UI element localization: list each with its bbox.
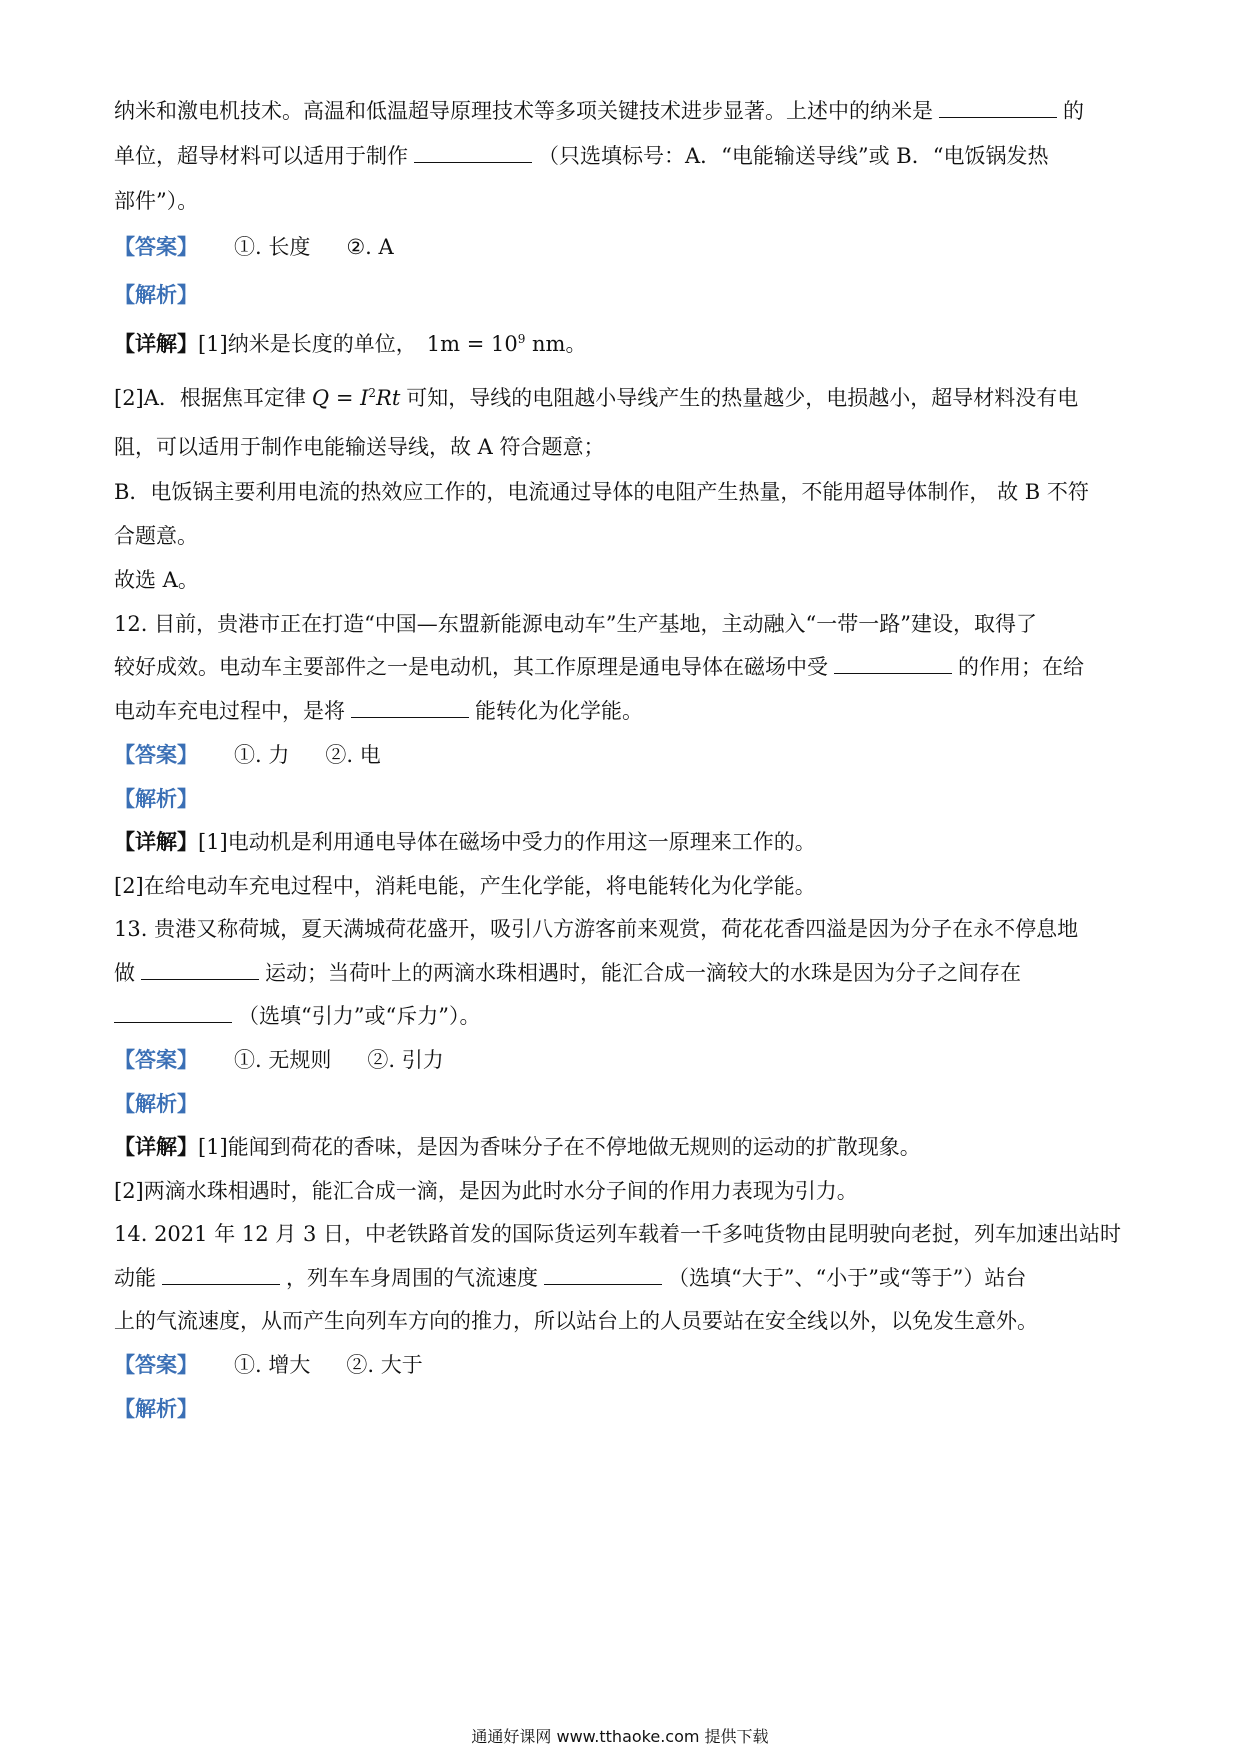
q11-detail-4 — [114, 477, 1089, 507]
q11-detail-3 — [114, 432, 605, 462]
q12-text: 电动车充电过程中，是将 — [114, 699, 345, 723]
q14-line-1 — [114, 1219, 1121, 1249]
q11-text: 单位，超导材料可以适用于制作 — [114, 144, 408, 168]
q11-text: 的 — [1063, 99, 1084, 123]
q11-detail-2 — [114, 383, 1078, 413]
q13-text: 13. 贵港又称荷城，夏天满城荷花盛开，吸引八方游客前来观赏，荷花花香四溢是因为分子在永不停息地 — [114, 917, 1079, 941]
detail-text: [2]A．根据焦耳定律 — [114, 386, 306, 410]
answer-1: ①. 力 — [234, 743, 290, 767]
q13-text: （选填“引力”或“斥力”）。 — [238, 1004, 481, 1028]
detail-text: [2]在给电动车充电过程中，消耗电能，产生化学能，将电能转化为化学能。 — [114, 874, 816, 898]
detail-text: 可知，导线的电阻越小导线产生的热量越少，电损越小，超导材料没有电 — [406, 386, 1079, 410]
detail-text: 合题意。 — [114, 524, 198, 548]
q11-text: 部件”）。 — [114, 189, 199, 213]
q14-answer — [114, 1350, 423, 1380]
formula-text: Q = I — [311, 386, 369, 410]
q13-detail-1 — [114, 1132, 921, 1162]
q12-answer — [114, 740, 381, 770]
q11-analysis — [114, 280, 198, 310]
q11-line-3 — [114, 186, 198, 216]
q12-text: 能转化为化学能。 — [475, 699, 643, 723]
detail-tag: 【详解】 — [114, 331, 198, 356]
q14-text: 动能 — [114, 1266, 156, 1290]
detail-tag: 【详解】 — [114, 829, 198, 854]
detail-text: [1]电动机是利用通电导体在磁场中受力的作用这一原理来工作的。 — [198, 830, 816, 854]
analysis-tag: 【解析】 — [114, 1396, 198, 1421]
q13-line-1 — [114, 914, 1078, 944]
q11-text: 纳米和激电机技术。高温和低温超导原理技术等多项关键技术进步显著。上述中的纳米是 — [114, 99, 933, 123]
q11-line-2 — [114, 141, 1048, 171]
detail-tag: 【详解】 — [114, 1134, 198, 1159]
answer-tag: 【答案】 — [114, 234, 198, 259]
q12-detail-2 — [114, 871, 816, 901]
q11-text: （只选填标号：A．“电能输送导线”或 B．“电饭锅发热 — [538, 144, 1049, 168]
q13-answer — [114, 1045, 444, 1075]
page-footer: 通通好课网 www.tthaoke.com 提供下载 — [471, 1727, 769, 1746]
answer-1: ①. 增大 — [234, 1353, 311, 1377]
formula-exponent: 9 — [517, 332, 526, 346]
q11-detail-5 — [114, 521, 198, 551]
analysis-tag: 【解析】 — [114, 282, 198, 307]
q13-analysis — [114, 1089, 198, 1119]
analysis-tag: 【解析】 — [114, 1091, 198, 1116]
formula-text: 1m = 10 — [426, 332, 518, 356]
q14-blank-2 — [544, 1264, 662, 1285]
q12-text: 的作用；在给 — [958, 655, 1084, 679]
detail-text: [1]能闻到荷花的香味，是因为香味分子在不停地做无规则的运动的扩散现象。 — [198, 1135, 921, 1159]
q11-detail-6 — [114, 565, 199, 595]
detail-text: [2]两滴水珠相遇时，能汇合成一滴，是因为此时水分子间的作用力表现为引力。 — [114, 1179, 858, 1203]
q12-blank-2 — [351, 697, 469, 718]
q12-blank-1 — [834, 653, 952, 674]
answer-2: ②. 电 — [325, 743, 381, 767]
detail-text: 故选 A。 — [114, 568, 199, 592]
q14-text: （选填“大于”、“小于”或“等于”）站台 — [668, 1266, 1027, 1290]
formula-exponent: 2 — [368, 386, 377, 400]
detail-text: 阻，可以适用于制作电能输送导线，故 A 符合题意； — [114, 435, 605, 459]
detail-text: [1]纳米是长度的单位， — [198, 332, 417, 356]
detail-text: B．电饭锅主要利用电流的热效应工作的，电流通过导体的电阻产生热量，不能用超导体制作， 故 B 不符 — [114, 480, 1089, 504]
answer-2: ②. A — [346, 235, 394, 259]
q13-line-3 — [114, 1001, 480, 1031]
detail-text: 。 — [565, 332, 587, 356]
q12-line-3 — [114, 696, 643, 726]
answer-tag: 【答案】 — [114, 1352, 198, 1377]
q14-text: ，列车车身周围的气流速度 — [286, 1266, 538, 1290]
q14-line-3 — [114, 1306, 1038, 1336]
q14-analysis — [114, 1394, 198, 1424]
q12-analysis — [114, 784, 198, 814]
answer-1: ①. 长度 — [234, 235, 311, 259]
answer-tag: 【答案】 — [114, 1047, 198, 1072]
q11-detail-1 — [114, 329, 586, 359]
q12-line-1 — [114, 609, 1037, 639]
q12-text: 较好成效。电动车主要部件之一是电动机，其工作原理是通电导体在磁场中受 — [114, 655, 828, 679]
answer-1: ①. 无规则 — [234, 1048, 332, 1072]
q11-blank-2 — [414, 142, 532, 163]
answer-2: ②. 引力 — [367, 1048, 444, 1072]
answer-2: ②. 大于 — [346, 1353, 423, 1377]
analysis-tag: 【解析】 — [114, 786, 198, 811]
q14-line-2 — [114, 1263, 1026, 1293]
q12-detail-1 — [114, 827, 816, 857]
q14-text: 14. 2021 年 12 月 3 日，中老铁路首发的国际货运列车载着一千多吨货物由昆明驶向老挝，列车加速出站时 — [114, 1222, 1121, 1246]
q13-text: 做 — [114, 961, 135, 985]
q11-line-1 — [114, 96, 1084, 126]
q12-text: 12. 目前，贵港市正在打造“中国—东盟新能源电动车”生产基地，主动融入“一带一路”建设，取得了 — [114, 612, 1038, 636]
q13-blank-1 — [141, 959, 259, 980]
formula-text: Rt — [376, 386, 401, 410]
q13-blank-2 — [114, 1002, 232, 1023]
q11-blank-1 — [939, 97, 1057, 118]
answer-tag: 【答案】 — [114, 742, 198, 767]
q13-line-2 — [114, 958, 1021, 988]
q14-blank-1 — [162, 1264, 280, 1285]
formula-text: nm — [525, 332, 566, 356]
q12-line-2 — [114, 652, 1084, 682]
q13-detail-2 — [114, 1176, 858, 1206]
q13-text: 运动；当荷叶上的两滴水珠相遇时，能汇合成一滴较大的水珠是因为分子之间存在 — [265, 961, 1021, 985]
q14-text: 上的气流速度，从而产生向列车方向的推力，所以站台上的人员要站在安全线以外，以免发生意外。 — [114, 1309, 1038, 1333]
q11-answer — [114, 232, 394, 262]
